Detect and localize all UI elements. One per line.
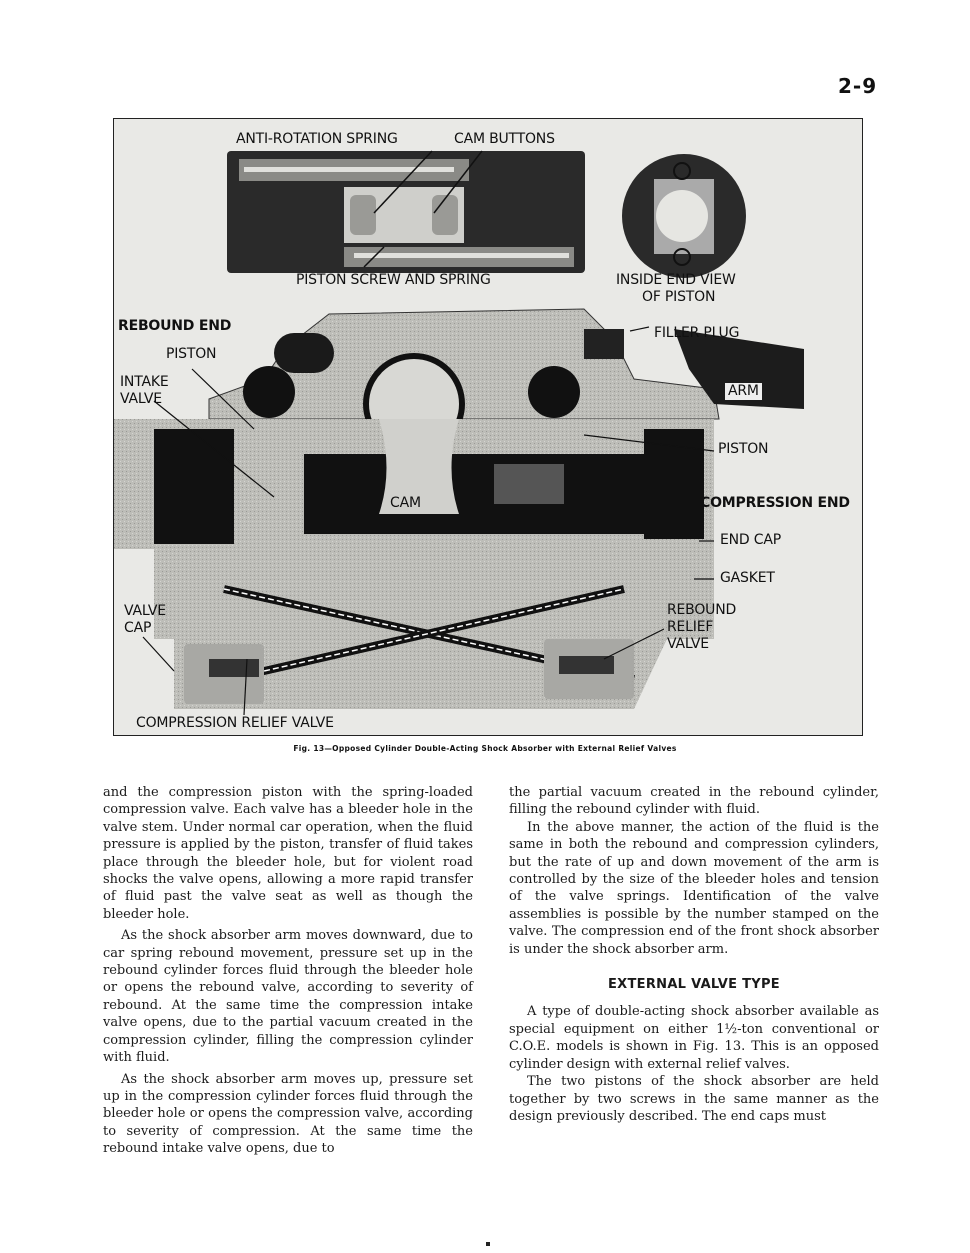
label-piston-right: PISTON xyxy=(718,441,769,457)
piston-assembly-inset xyxy=(227,151,585,273)
label-rebound-relief-3: VALVE xyxy=(667,636,709,652)
paragraph: In the above manner, the action of the fluid is the same in both the rebound and compression cylinders, but the rate of up and down movement of the arm is controlled by the size of the bleeder holes and tension of the valve springs. Identification of the valve assemblies is possible by the number stamped on the valve. The compression end of the front shock absorber is under the shock absorber arm. xyxy=(509,819,879,957)
label-rebound-end: REBOUND END xyxy=(118,318,232,334)
paragraph: A type of double-acting shock absorber available as special equipment on either 1½-ton conventional or C.O.E. models is shown in Fig. 13. This is an opposed cylinder design with external relief valves. xyxy=(509,1004,879,1072)
label-arm: ARM xyxy=(725,383,762,400)
label-gasket: GASKET xyxy=(720,570,775,586)
label-end-cap: END CAP xyxy=(720,532,781,548)
label-compression-end: COMPRESSION END xyxy=(700,495,850,511)
section-heading: EXTERNAL VALVE TYPE xyxy=(607,977,780,993)
text-column-right xyxy=(509,784,879,1125)
label-cam-buttons: CAM BUTTONS xyxy=(454,131,555,147)
piston-end-view-inset xyxy=(622,154,746,278)
label-inside-end-view-2: OF PISTON xyxy=(642,289,716,305)
paragraph: As the shock absorber arm moves downward, due to car spring rebound movement, pressure set up in the rebound cylinder forces fluid through the bleeder hole or opens the rebound valve, according to severity of rebound. At the same time the compression intake valve opens, due to the partial vacuum created in the compression cylinder, filling the compression cylinder with fluid. xyxy=(103,928,473,1066)
page-number: 2-9 xyxy=(838,74,878,98)
label-rebound-relief-1: REBOUND xyxy=(667,602,737,618)
label-filler-plug: FILLER PLUG xyxy=(654,325,740,341)
label-anti-rotation-spring: ANTI-ROTATION SPRING xyxy=(236,131,398,147)
figure-shock-absorber-diagram xyxy=(113,118,863,736)
paragraph: As the shock absorber arm moves up, pressure set up in the compression cylinder forces fluid through the bleeder hole or opens the compression valve, according to severity of compression. At the same time the rebound intake valve opens, due to xyxy=(103,1071,473,1157)
page-mark xyxy=(486,1242,490,1246)
shock-absorber-illustration xyxy=(114,119,862,735)
paragraph: and the compression piston with the spring-loaded compression valve. Each valve has a bleeder hole in the valve stem. Under normal car operation, when the fluid pressure is applied by the piston, transfer of fluid takes place through the bleeder hole, but for violent road shocks the valve opens, allowing a more rapid transfer of fluid past the valve seat as well as though the bleeder hole. xyxy=(103,785,473,922)
label-intake-valve-2: VALVE xyxy=(120,391,162,407)
figure-caption: Fig. 13—Opposed Cylinder Double-Acting Shock Absorber with External Relief Valves xyxy=(293,744,677,753)
label-piston-screw-and-spring: PISTON SCREW AND SPRING xyxy=(296,272,491,288)
paragraph: the partial vacuum created in the rebound cylinder, filling the rebound cylinder with fluid. xyxy=(509,785,879,818)
label-cam: CAM xyxy=(390,495,421,511)
label-valve-cap-2: CAP xyxy=(124,620,152,636)
label-intake-valve-1: INTAKE xyxy=(120,374,169,390)
label-valve-cap-1: VALVE xyxy=(124,603,166,619)
text-column-left xyxy=(103,784,473,1158)
label-compression-relief-valve: COMPRESSION RELIEF VALVE xyxy=(136,715,334,731)
label-piston-left: PISTON xyxy=(166,346,217,362)
label-inside-end-view-1: INSIDE END VIEW xyxy=(616,272,736,288)
label-rebound-relief-2: RELIEF xyxy=(667,619,714,635)
paragraph: The two pistons of the shock absorber are held together by two screws in the same manner as the design previously described. The end caps must xyxy=(509,1074,879,1124)
